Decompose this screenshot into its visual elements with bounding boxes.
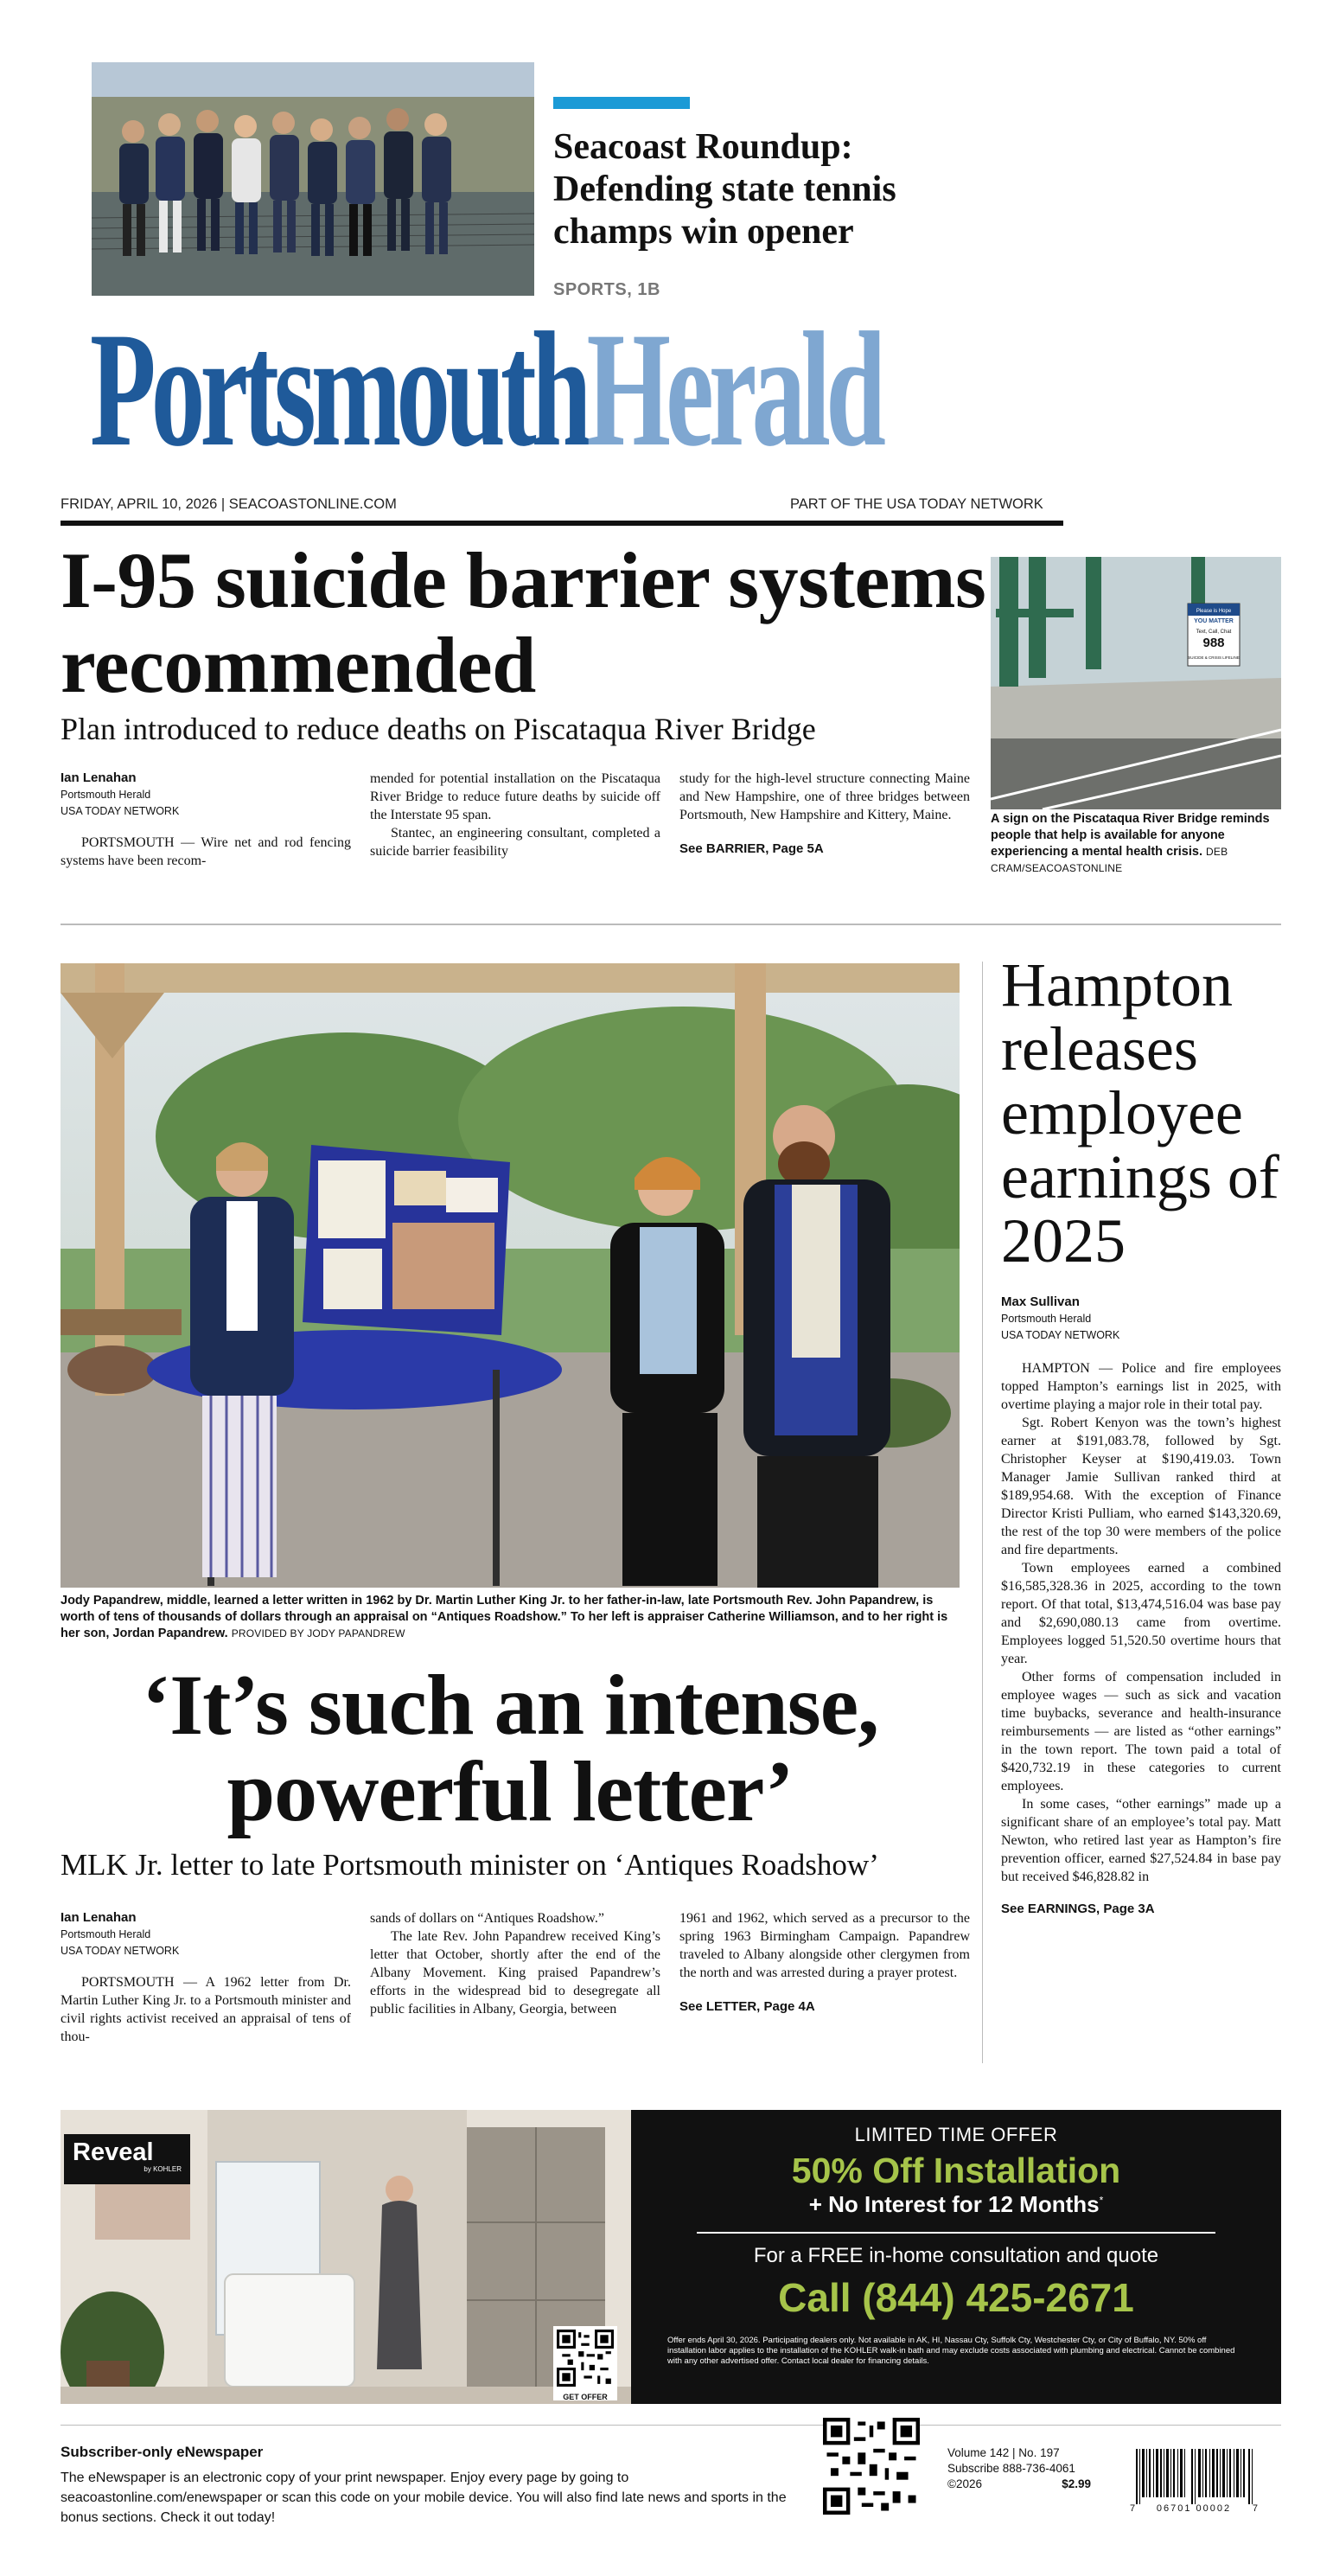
barcode-digits (1129, 2503, 1259, 2514)
masthead-part1: Portsmouth (90, 299, 587, 481)
feature-caption-text: Jody Papandrew, middle, learned a letter written in 1962 by Dr. Martin Luther King Jr. to her father-in-law, late Portsmouth Rev. John Papandrew, is worth of tens of thousands of dollars through an appraisal on “Antiques Roadshow.” To her left is appraiser Catherine Williamson, and to her right is her son, Jordan Papandrew. (61, 1594, 948, 1640)
side-byline-outlet: Portsmouth Herald (1001, 1313, 1092, 1325)
side-p4: Other forms of compensation included in employee wages — such as sick and vacation time buybacks, severance and health-insurance reimbursements — are listed as “other earnings” in the town report. The town paid a total of $420,732.19 in these categories to current employees. (1001, 1670, 1281, 1793)
masthead (90, 299, 882, 481)
ad-offer-sub-text: + No Interest for 12 Months (808, 2191, 1100, 2217)
feature-column-3 (679, 1909, 970, 2014)
sign-line4: 988 (1202, 636, 1225, 650)
sign-line5: SUICIDE & CRISIS LIFELINE (1188, 655, 1240, 660)
feature-jump-link[interactable]: See LETTER, Page 4A (679, 1999, 815, 2014)
upc-barcode (1129, 2449, 1259, 2516)
column-divider (982, 962, 983, 2063)
ad-offer-sub-mark: * (1099, 2194, 1104, 2207)
lead-jump-link[interactable]: See BARRIER, Page 5A (679, 841, 824, 856)
feature-photo-caption (61, 1593, 960, 1642)
lead-byline-network: USA TODAY NETWORK (61, 805, 180, 817)
kohler-ad[interactable] (61, 2110, 1281, 2404)
side-p3: Town employees earned a combined $16,585,328.36 in 2025, according to the town report. Of that total, $13,474,516.04 was base pay and $2,690,080.13 came from overtime. Employees logged 51,520.50 overtime hours that year. (1001, 1561, 1281, 1666)
feature-column-2 (370, 1909, 660, 2018)
lead-col1-text: PORTSMOUTH — Wire net and rod fencing systems have been recom- (61, 835, 351, 868)
ad-offer-label: LIMITED TIME OFFER (854, 2124, 1058, 2145)
feature-headline-line1: ‘It’s such an intense, (141, 1657, 879, 1753)
lead-column-1 (61, 770, 351, 870)
bridge-caption-credit: DEB CRAM/SEACOASTONLINE (991, 846, 1228, 874)
enews-body: The eNewspaper is an electronic copy of your print newspaper. Enjoy every page by going to seacoastonline.com/enewspaper or scan this code on your mobile device. You will also find late news and sports in the bonus sections. Check it out today! (61, 2471, 787, 2525)
subscribe-phone[interactable]: Subscribe 888-736-4061 (947, 2462, 1075, 2475)
side-jump-link[interactable]: See EARNINGS, Page 3A (1001, 1902, 1155, 1916)
teaser-accent-bar (553, 97, 690, 109)
feature-col3-text: 1961 and 1962, which served as a precursor to the spring 1963 Birmingham Campaign. Papandrew traveled to Albany alongside other clergymen from the north and was arrested during a prayer protest. (679, 1911, 970, 1980)
ad-offer-sub (631, 2191, 1281, 2218)
ad-consult: For a FREE in-home consultation and quote (753, 2244, 1159, 2267)
side-byline-author[interactable]: Max Sullivan (1001, 1294, 1080, 1309)
section-divider (61, 924, 1281, 925)
lead-byline-outlet: Portsmouth Herald (61, 789, 151, 801)
sign-line1: Please is Hope (1196, 609, 1232, 614)
lead-col2-p2: Stantec, an engineering consultant, completed a suicide barrier feasibility (370, 826, 660, 859)
feature-caption-credit: PROVIDED BY JODY PAPANDREW (231, 1627, 405, 1640)
sign-line3: Text, Call, Chat (1196, 630, 1232, 635)
feature-byline-outlet: Portsmouth Herald (61, 1928, 151, 1940)
lead-column-2 (370, 770, 660, 860)
lead-subhead: Plan introduced to reduce deaths on Piscataqua River Bridge (61, 712, 816, 746)
feature-headline[interactable] (61, 1657, 960, 1839)
ad-qr-box[interactable] (553, 2326, 617, 2400)
footer-rule (61, 2425, 1281, 2426)
ad-qr-code (557, 2330, 614, 2387)
ad-offer-panel (631, 2110, 1281, 2404)
side-p2: Sgt. Robert Kenyon was the town’s highest earner at $191,083.78, followed by Sgt. Christopher Keyser at $190,419.03. Town Manager Jamie Sullivan ranked third at $189,954.68. With the exception of Finance Director Kristi Pulliam, who earned $143,320.69, the rest of the top 30 were members of the police and fire departments. (1001, 1416, 1281, 1557)
side-headline[interactable]: Hampton releases employee earnings of 2025 (1001, 950, 1279, 1275)
barcode-right: 7 (1252, 2503, 1258, 2514)
lead-byline-author[interactable]: Ian Lenahan (61, 770, 137, 785)
teaser-headline[interactable]: Seacoast Roundup: Defending state tennis champs win opener (553, 127, 896, 252)
feature-byline-network: USA TODAY NETWORK (61, 1945, 180, 1957)
feature-col1-text: PORTSMOUTH — A 1962 letter from Dr. Martin Luther King Jr. to a Portsmouth minister and civil rights activist received an appraisal of tens of thou- (61, 1975, 351, 2044)
enews-title[interactable]: Subscriber-only eNewspaper (61, 2444, 264, 2460)
cover-price: $2.99 (1062, 2477, 1091, 2490)
ad-fine-print: Offer ends April 30, 2026. Participating dealers only. Not available in AK, HI, Nassau Cty, Suffolk Cty, Westchester Cty, or City of Buffalo, NY. 50% off installation labor applies to the installation of the KOHLER walk-in bath and may exclude costs associated with plumbing and electrical. Cannot be combined with any other advertised offer. Contact local dealer for financing details. (667, 2336, 1235, 2366)
tennis-team-photo (92, 62, 534, 296)
issue-info (947, 2445, 1091, 2492)
dateline-left: FRIDAY, APRIL 10, 2026 | SEACOASTONLINE.COM (61, 496, 397, 512)
feature-byline-author[interactable]: Ian Lenahan (61, 1910, 137, 1925)
volume-number: Volume 142 | No. 197 (947, 2446, 1060, 2459)
ad-offer-main: 50% Off Installation (791, 2151, 1121, 2190)
dateline-rule (61, 521, 1063, 526)
feature-col2-p1: sands of dollars on “Antiques Roadshow.” (370, 1911, 604, 1926)
barcode-number: 06701 00002 (1156, 2503, 1232, 2514)
masthead-part2: Herald (586, 299, 882, 481)
feature-column-1 (61, 1909, 351, 2046)
copyright: ©2026 (947, 2477, 982, 2490)
ad-phone[interactable]: Call (844) 425-2671 (778, 2275, 1134, 2320)
feature-subhead: MLK Jr. letter to late Portsmouth minister on ‘Antiques Roadshow’ (61, 1848, 879, 1882)
side-p5: In some cases, “other earnings” made up a significant share of an employee’s total pay. Matt Newton, who retired last year as Hampton’s fire prevention officer, earned $27,524.84 in base pay but received $46,828.82 in (1001, 1797, 1281, 1884)
dateline-right[interactable]: PART OF THE USA TODAY NETWORK (790, 496, 1043, 512)
lead-column-3 (679, 770, 970, 856)
ad-divider (697, 2232, 1215, 2234)
bridge-caption-text: A sign on the Piscataqua River Bridge reminds people that help is available for anyone experiencing a mental health crisis. (991, 812, 1270, 859)
feature-headline-line2: powerful letter’ (226, 1743, 794, 1839)
lead-headline[interactable]: I-95 suicide barrier systems recommended (61, 536, 986, 709)
papandrew-family-photo (61, 963, 960, 1588)
side-column (1001, 1294, 1281, 1916)
lead-col3-text: study for the high-level structure connecting Maine and New Hampshire, one of three bridges between Portsmouth, New Hampshire and Kittery, Maine. (679, 771, 970, 822)
bridge-photo-caption (991, 811, 1281, 877)
reveal-brand: Reveal (73, 2138, 154, 2166)
reveal-logo (64, 2134, 190, 2184)
enews-qr-code[interactable] (823, 2418, 920, 2515)
side-byline-network: USA TODAY NETWORK (1001, 1329, 1120, 1341)
reveal-brand-sub: by KOHLER (144, 2165, 182, 2173)
lead-col2-p1: mended for potential installation on the Piscataqua River Bridge to reduce future deaths by suicide off the Interstate 95 span. (370, 771, 660, 822)
sign-line2: YOU MATTER (1194, 618, 1234, 624)
teaser-section[interactable]: SPORTS, 1B (553, 280, 660, 299)
ad-qr-label: GET OFFER (563, 2393, 608, 2401)
bridge-sign-photo (991, 557, 1281, 809)
side-p1: HAMPTON — Police and fire employees topped Hampton’s earnings list in 2025, with overtime playing a major role in their total pay. (1001, 1361, 1281, 1412)
feature-col2-p2: The late Rev. John Papandrew received King’s letter that October, shortly after the end of the Albany Movement. King praised Papandrew’s efforts in the widespread bid to desegregate all public facilities in Albany, Georgia, between (370, 1929, 660, 2017)
barcode-left: 7 (1130, 2503, 1136, 2514)
price-row (947, 2477, 1091, 2492)
